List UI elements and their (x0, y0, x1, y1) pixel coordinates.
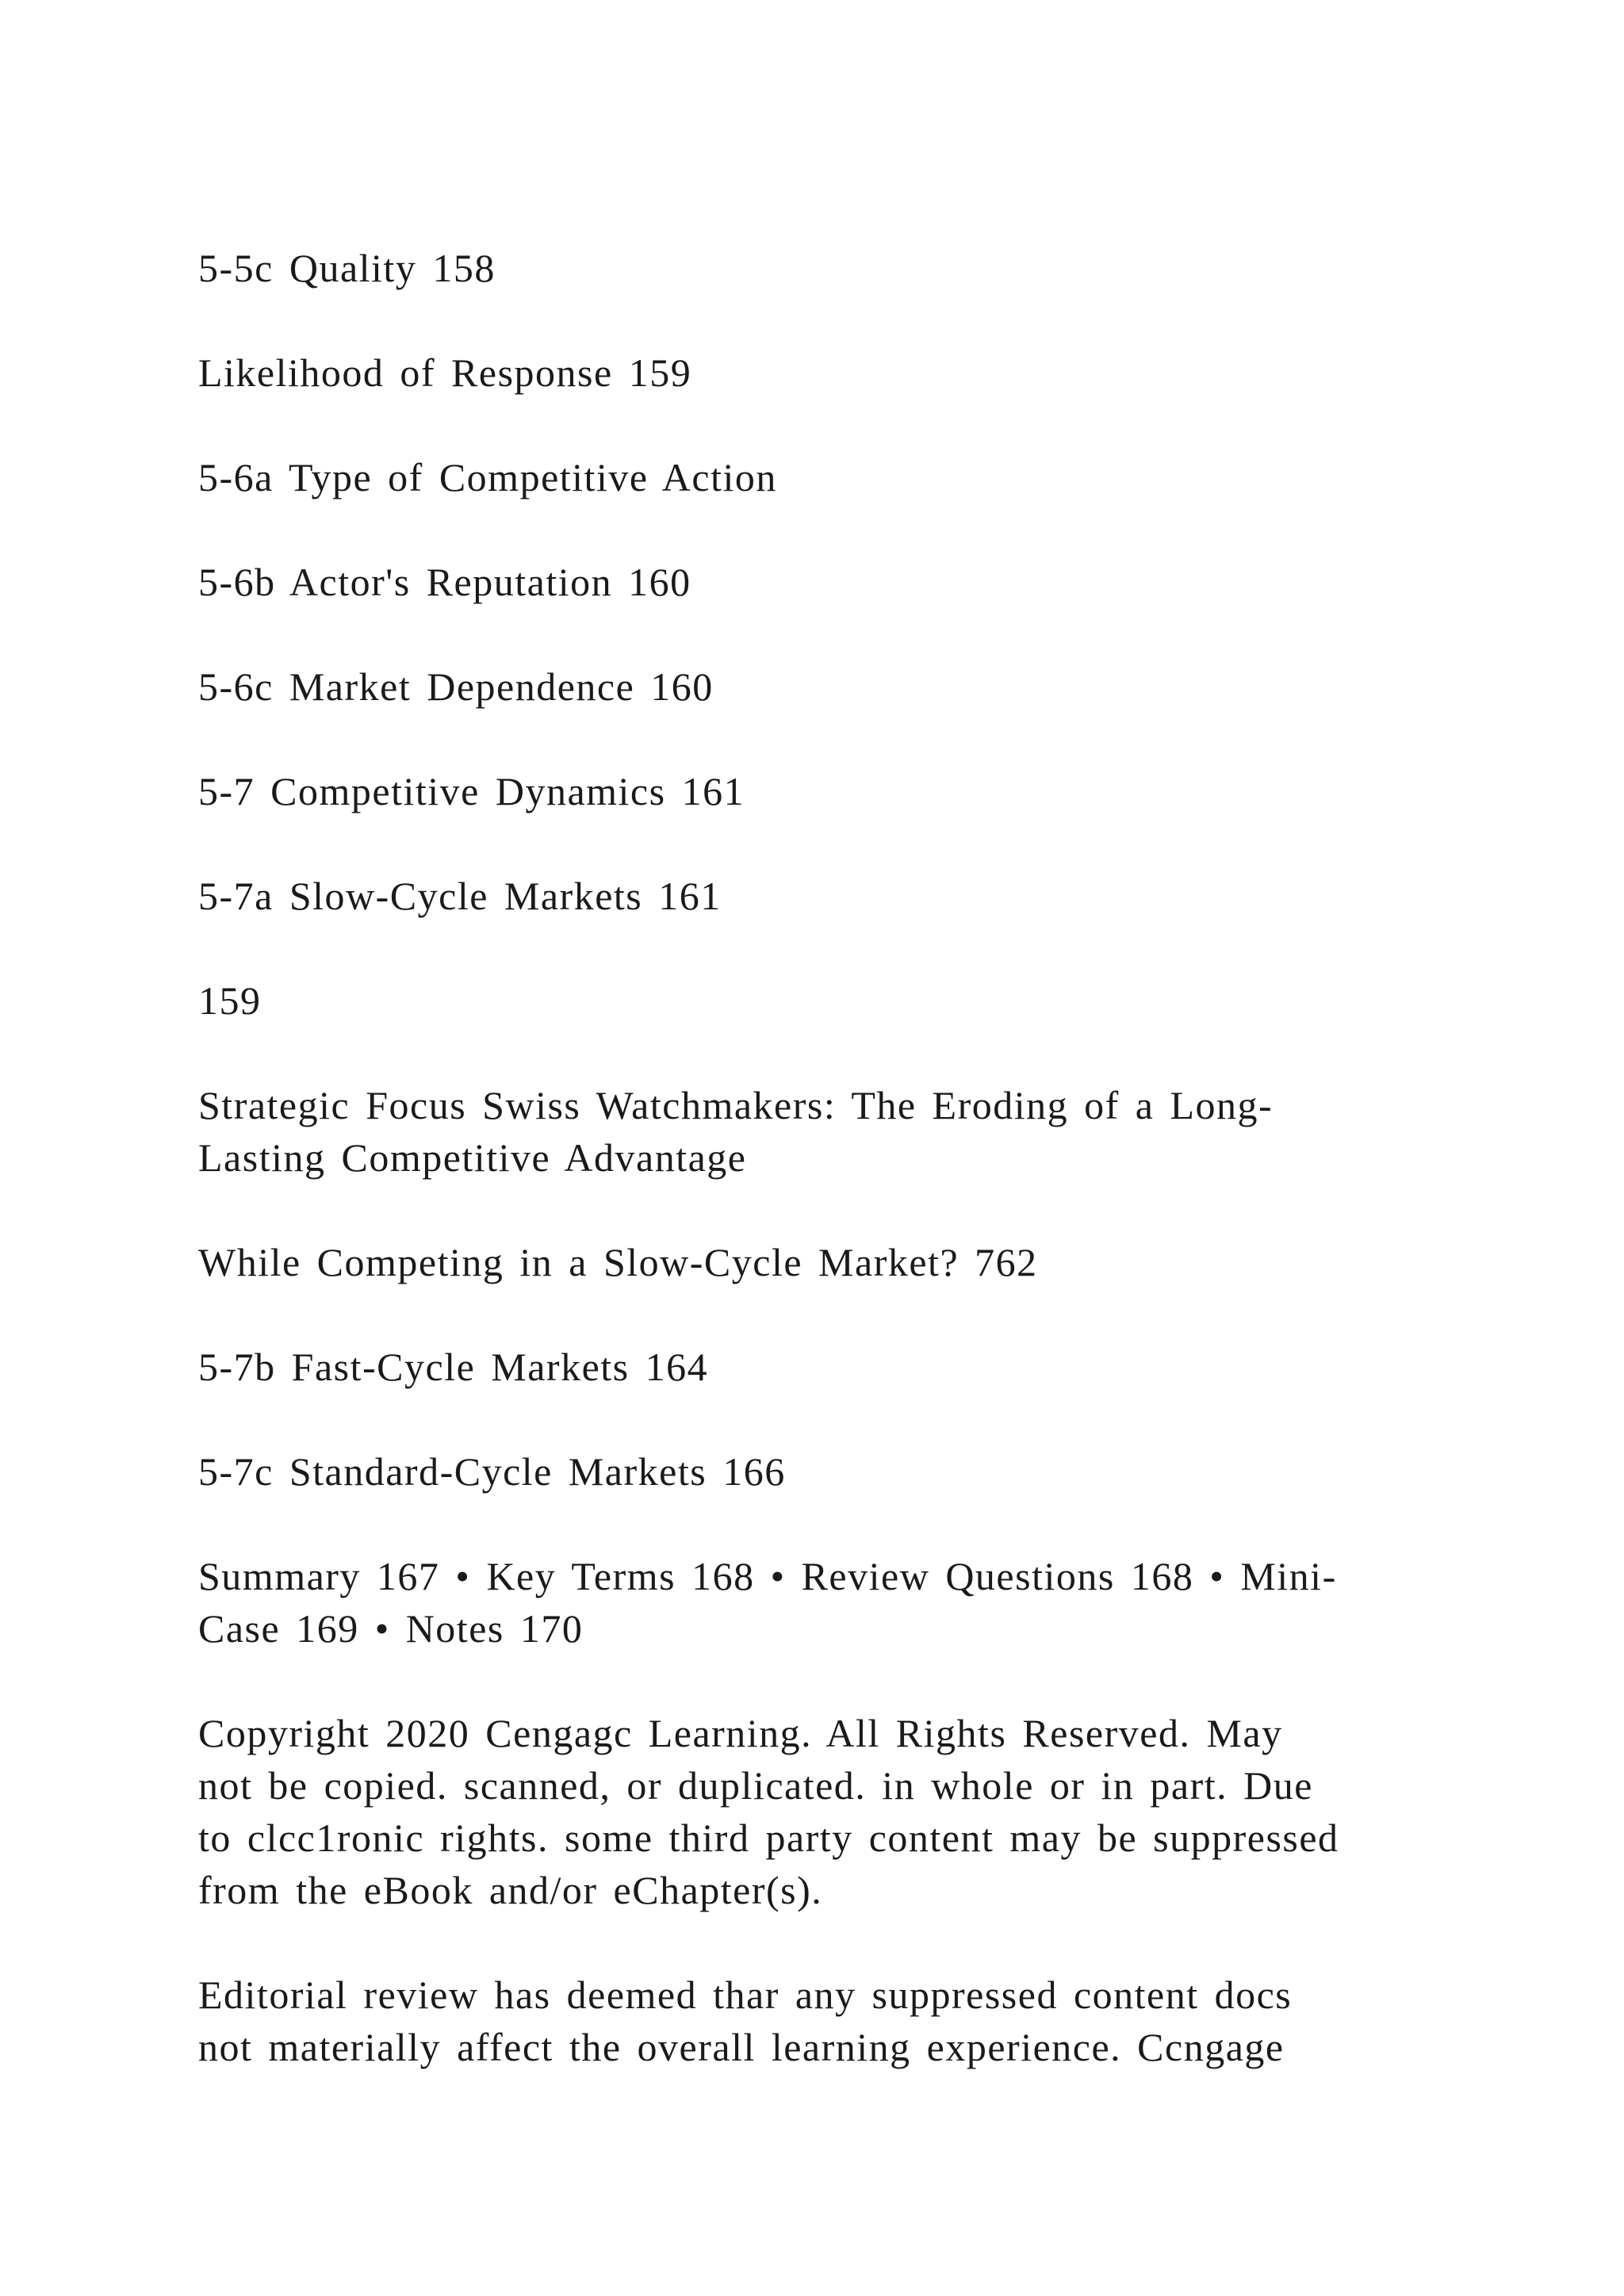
editorial-notice (198, 1969, 1467, 2073)
editorial-line: Editorial review has deemed thar any suppressed content docs (198, 1973, 1293, 2017)
strategic-focus-entry (198, 1079, 1467, 1184)
copyright-line: to clcc1ronic rights. some third party content may be suppressed (198, 1816, 1339, 1860)
strategic-focus-line: Lasting Competitive Advantage (198, 1135, 747, 1180)
summary-line: Case 169 • Notes 170 (198, 1606, 584, 1651)
copyright-line: Copyright 2020 Cengagc Learning. All Rights Reserved. May (198, 1711, 1283, 1755)
summary-line: Summary 167 • Key Terms 168 • Review Questions 168 • Mini- (198, 1554, 1337, 1598)
toc-line: 5-7b Fast-Cycle Markets 164 (198, 1345, 709, 1389)
editorial-line: not materially affect the overall learning experience. Ccngage (198, 2025, 1285, 2069)
summary-entry (198, 1550, 1467, 1655)
strategic-focus-line: Strategic Focus Swiss Watchmakers: The Eroding of a Long- (198, 1083, 1274, 1127)
page-number: 159 (198, 978, 262, 1023)
toc-line: 5-5c Quality 158 (198, 246, 496, 290)
toc-line: Likelihood of Response 159 (198, 350, 692, 395)
copyright-line: from the eBook and/or eChapter(s). (198, 1868, 823, 1912)
copyright-line: not be copied. scanned, or duplicated. in whole or in part. Due (198, 1763, 1313, 1808)
toc-line: 5-6c Market Dependence 160 (198, 664, 714, 709)
toc-line: 5-7 Competitive Dynamics 161 (198, 769, 745, 813)
page-content (198, 242, 1467, 2126)
toc-line: 5-7a Slow-Cycle Markets 161 (198, 874, 722, 918)
toc-line: 5-6b Actor's Reputation 160 (198, 560, 691, 604)
copyright-notice (198, 1707, 1467, 1916)
toc-line: 5-6a Type of Competitive Action (198, 455, 777, 499)
toc-line: 5-7c Standard-Cycle Markets 166 (198, 1449, 786, 1494)
toc-line: While Competing in a Slow-Cycle Market? 762 (198, 1240, 1038, 1284)
